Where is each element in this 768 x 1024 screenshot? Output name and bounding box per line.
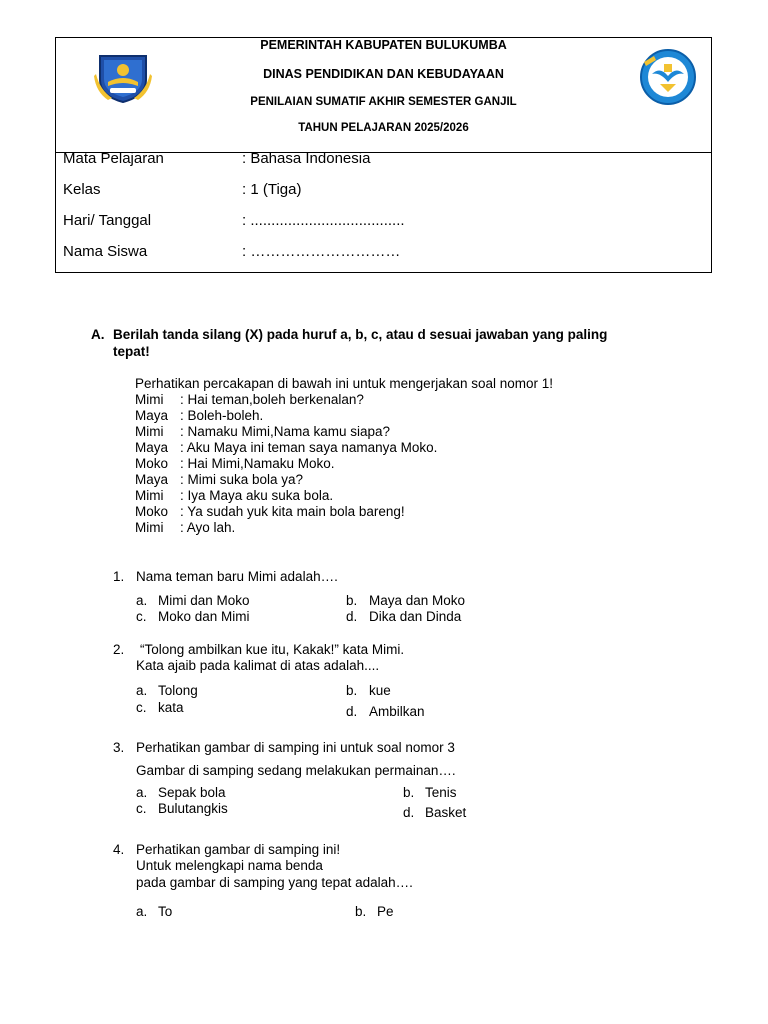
subject-label: Mata Pelajaran [63,150,164,167]
option-text[interactable]: Tenis [425,785,457,800]
dialogue-speaker: Moko [135,456,169,471]
section-a-letter: A. [91,327,105,342]
option-text[interactable]: Ambilkan [369,704,425,719]
option-text[interactable]: Moko dan Mimi [158,609,250,624]
option-text[interactable]: Pe [377,904,394,919]
question-text: Nama teman baru Mimi adalah…. [136,569,338,584]
option-letter[interactable]: a. [136,683,148,698]
option-text[interactable]: Maya dan Moko [369,593,466,608]
dialogue-speaker: Mimi [135,392,164,407]
class-label: Kelas [63,181,101,198]
student-name-label: Nama Siswa [63,243,148,260]
option-letter[interactable]: c. [136,801,147,816]
option-letter[interactable]: b. [355,904,367,919]
question-text: Untuk melengkapi nama benda [136,858,323,873]
option-text[interactable]: To [158,904,173,919]
dialogue-text: : Mimi suka bola ya? [180,472,304,487]
option-letter[interactable]: a. [136,904,148,919]
question-text: Kata ajaib pada kalimat di atas adalah.... [136,658,380,673]
dialogue-text: : Iya Maya aku suka bola. [180,488,334,503]
dialogue-text: : Hai teman,boleh berkenalan? [180,392,364,407]
section-a-instruction-2: tepat! [113,344,150,359]
option-letter[interactable]: d. [403,805,415,820]
dialogue-speaker: Mimi [135,488,164,503]
dialogue-intro: Perhatikan percakapan di bawah ini untuk mengerjakan soal nomor 1! [135,376,554,391]
student-name-field[interactable]: : ………………………… [242,243,401,260]
option-letter[interactable]: c. [136,609,147,624]
option-text[interactable]: Bulutangkis [158,801,228,816]
option-letter[interactable]: b. [346,593,358,608]
question-text: Perhatikan gambar di samping ini untuk soal nomor 3 [136,740,455,755]
option-text[interactable]: Sepak bola [158,785,226,800]
question-text: pada gambar di samping yang tepat adalah…. [136,875,413,890]
question-text: Perhatikan gambar di samping ini! [136,842,341,857]
dialogue-speaker: Maya [135,440,169,455]
section-a-instruction-1: Berilah tanda silang (X) pada huruf a, b, c, atau d sesuai jawaban yang paling [113,327,608,342]
option-text[interactable]: Basket [425,805,467,820]
option-letter[interactable]: c. [136,700,147,715]
dialogue-speaker: Moko [135,504,169,519]
dialogue-speaker: Mimi [135,424,164,439]
dialogue-text: : Ya sudah yuk kita main bola bareng! [180,504,405,519]
dialogue-text: : Aku Maya ini teman saya namanya Moko. [180,440,438,455]
question-number: 2. [113,642,125,657]
option-letter[interactable]: d. [346,704,358,719]
exam-header-box [55,37,712,273]
option-text[interactable]: Tolong [158,683,198,698]
option-text[interactable]: Dika dan Dinda [369,609,462,624]
dialogue-text: : Boleh-boleh. [180,408,264,423]
option-letter[interactable]: a. [136,785,148,800]
dialogue-text: : Ayo lah. [180,520,236,535]
dialogue-text: : Namaku Mimi,Nama kamu siapa? [180,424,391,439]
date-field[interactable]: : ..................................... [242,212,405,229]
dialogue-text: : Hai Mimi,Namaku Moko. [180,456,335,471]
date-label: Hari/ Tanggal [63,212,152,229]
question-number: 4. [113,842,125,857]
class-value: : 1 (Tiga) [242,181,302,198]
dialogue-speaker: Maya [135,408,169,423]
dialogue-speaker: Mimi [135,520,164,535]
option-letter[interactable]: d. [346,609,358,624]
header-line-1: PEMERINTAH KABUPATEN BULUKUMBA [260,38,507,52]
option-text[interactable]: kata [158,700,184,715]
option-text[interactable]: Mimi dan Moko [158,593,250,608]
header-line-4: TAHUN PELAJARAN 2025/2026 [298,122,469,134]
option-text[interactable]: kue [369,683,391,698]
header-line-2: DINAS PENDIDIKAN DAN KEBUDAYAAN [263,67,504,81]
option-letter[interactable]: a. [136,593,148,608]
question-text: “Tolong ambilkan kue itu, Kakak!” kata Mimi. [140,642,405,657]
header-line-3: PENILAIAN SUMATIF AKHIR SEMESTER GANJIL [250,96,517,108]
dialogue-speaker: Maya [135,472,169,487]
question-number: 1. [113,569,125,584]
subject-value: : Bahasa Indonesia [242,150,371,167]
option-letter[interactable]: b. [403,785,415,800]
question-number: 3. [113,740,125,755]
option-letter[interactable]: b. [346,683,358,698]
question-text: Gambar di samping sedang melakukan permainan…. [136,763,456,778]
